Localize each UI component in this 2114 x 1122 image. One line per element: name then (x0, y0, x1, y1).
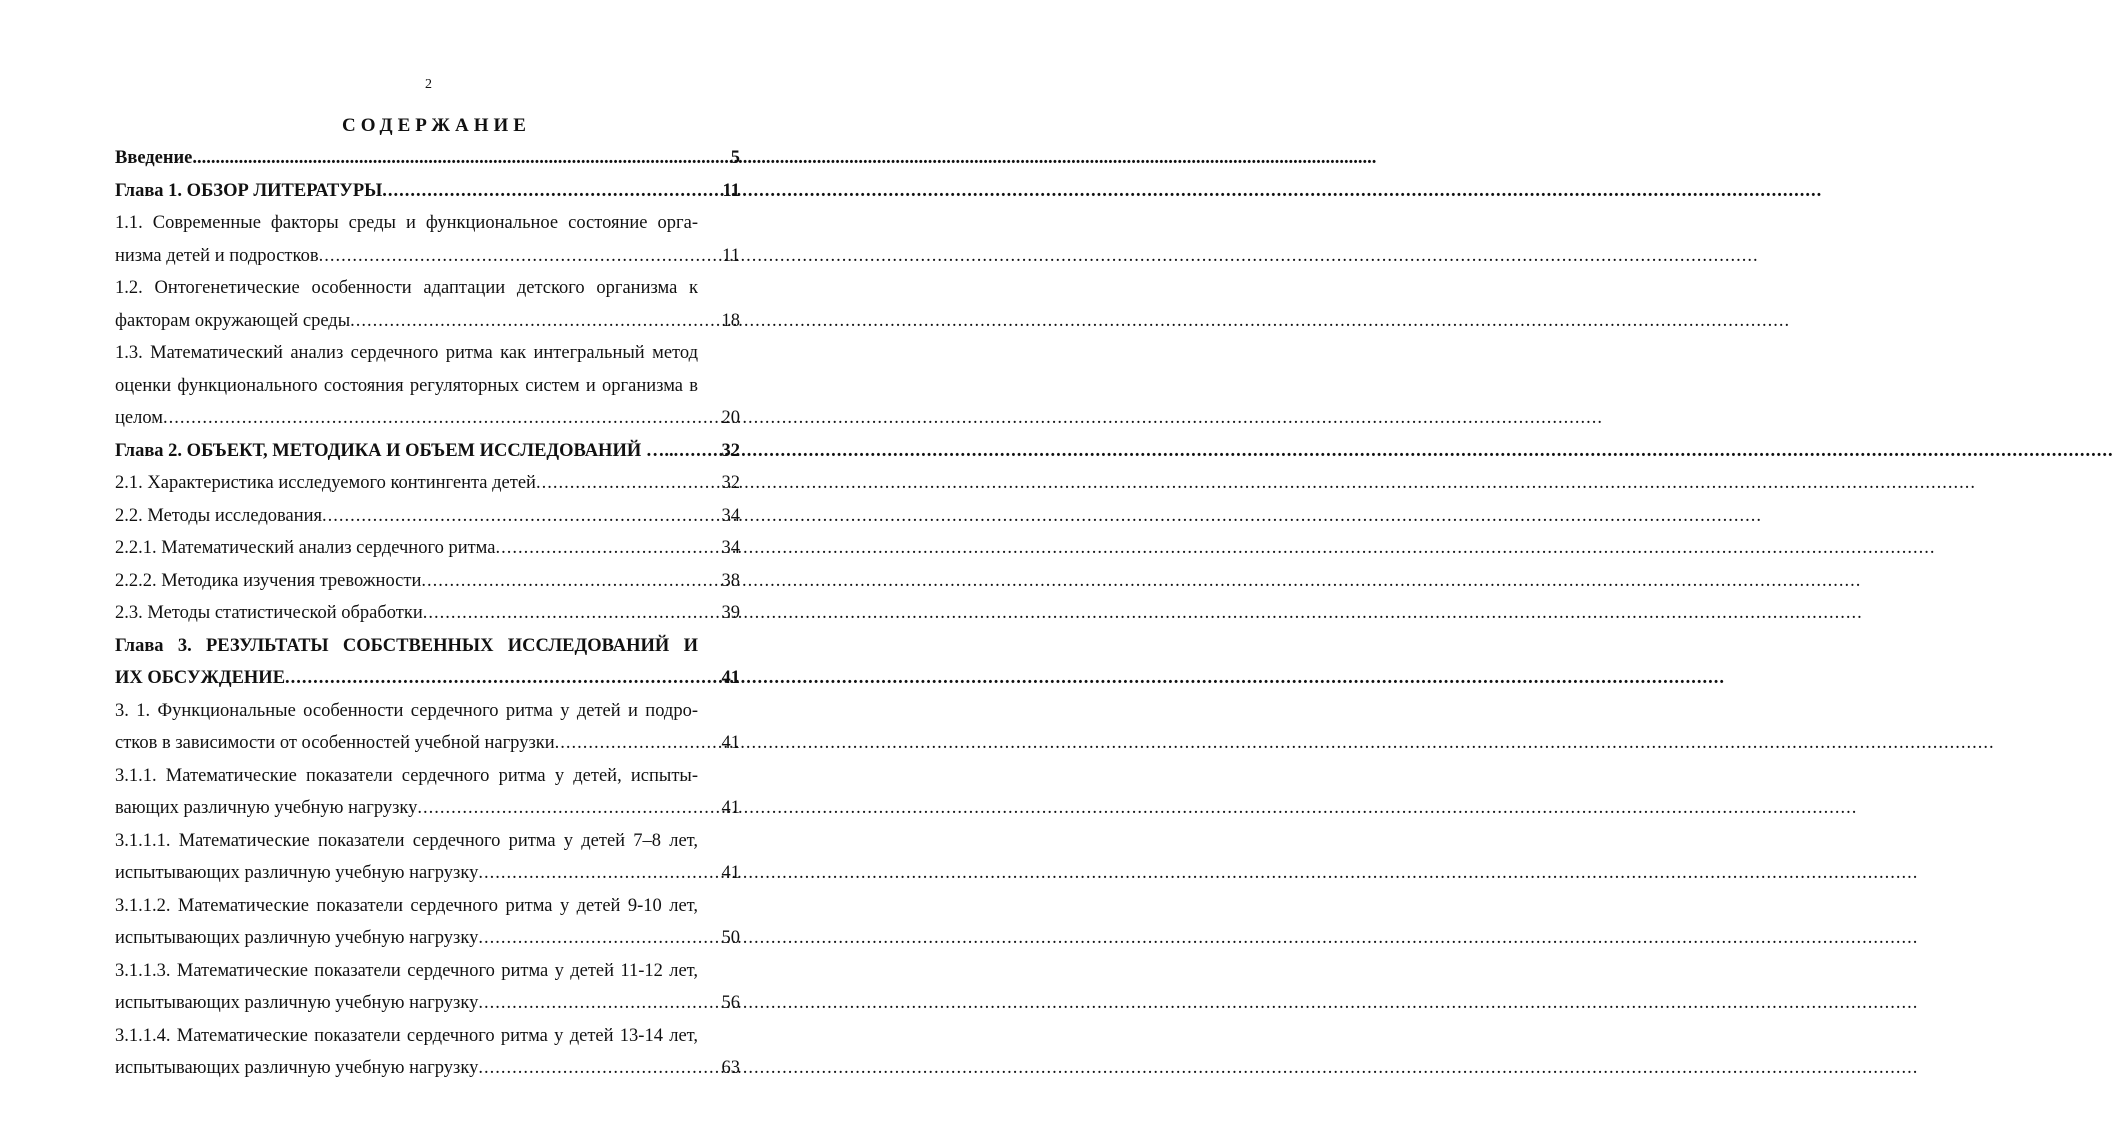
dot-leader (417, 792, 694, 825)
table-of-contents (115, 142, 740, 1085)
toc-page-number: 34 (721, 538, 740, 558)
dot-leader (478, 857, 694, 890)
page-title: СОДЕРЖАНИЕ (342, 115, 531, 136)
dot-leader (382, 175, 694, 208)
toc-entry-title-line: 1.3. Математический анализ сердечного ритма как интегральный метод (115, 343, 698, 363)
dot-leader (350, 305, 694, 338)
toc-page-number: 11 (722, 180, 740, 201)
toc-entry-title: Введение (115, 148, 193, 168)
toc-page-number: 34 (721, 505, 740, 526)
toc-entry-title-line: ИХ ОБСУЖДЕНИЕ (115, 668, 286, 688)
toc-entry-2-2-2[interactable] (115, 565, 740, 598)
toc-page-number: 41 (721, 668, 740, 688)
dot-leader (423, 597, 694, 630)
toc-entry-title: 2.2.2. Методика изучения тревожности (115, 570, 422, 591)
toc-page-number: 50 (721, 928, 740, 948)
toc-page-number: 5 (730, 148, 740, 168)
toc-entry-title-line: испытывающих различную учебную нагрузку (115, 928, 479, 948)
toc-entry-3-1-1-3[interactable] (115, 955, 740, 1020)
dot-leader (192, 142, 694, 175)
toc-entry-chapter-3[interactable] (115, 630, 740, 695)
toc-entry-2-3[interactable] (115, 597, 740, 630)
dot-leader (421, 565, 694, 598)
toc-entry-title-line: 3. 1. Функциональные особенности сердечного ритма у детей и подро- (115, 700, 698, 721)
dot-leader (478, 987, 694, 1020)
toc-page-number: 41 (721, 733, 740, 753)
toc-page-number: 32 (721, 440, 740, 461)
dot-leader (495, 532, 694, 565)
toc-entry-chapter-2[interactable] (115, 435, 740, 468)
dot-leader (319, 240, 694, 273)
toc-page-number: 56 (721, 993, 740, 1013)
toc-entry-1-3[interactable] (115, 337, 740, 435)
toc-entry-2-1[interactable] (115, 467, 740, 500)
dot-leader (555, 727, 694, 760)
toc-page-number: 41 (721, 863, 740, 883)
dot-leader (478, 1052, 694, 1085)
toc-entry-title-line: 3.1.1.3. Математические показатели сердечного ритма у детей 11-12 лет, (115, 960, 698, 981)
toc-page-number: 32 (721, 473, 740, 493)
toc-entry-3-1-1-1[interactable] (115, 825, 740, 890)
toc-page-number: 38 (721, 570, 740, 591)
toc-entry-title-line: испытывающих различную учебную нагрузку (115, 1058, 479, 1078)
dot-leader (536, 467, 694, 500)
toc-page-number: 18 (721, 310, 740, 331)
toc-entry-title-line: 3.1.1.1. Математические показатели сердечного ритма у детей 7–8 лет, (115, 830, 698, 851)
toc-entry-3-1[interactable] (115, 695, 740, 760)
toc-entry-3-1-1-2[interactable] (115, 890, 740, 955)
toc-entry-title: 2.2.1. Математический анализ сердечного ритма (115, 538, 496, 558)
dot-leader (322, 500, 694, 533)
toc-page-number: 39 (721, 603, 740, 623)
toc-entry-title: 2.3. Методы статистической обработки (115, 603, 423, 623)
toc-entry-1-2[interactable] (115, 272, 740, 337)
toc-entry-title-line: стков в зависимости от особенностей учебной нагрузки (115, 733, 555, 753)
toc-entry-title-line: факторам окружающей среды (115, 310, 351, 331)
toc-entry-3-1-1[interactable] (115, 760, 740, 825)
toc-entry-2-2[interactable] (115, 500, 740, 533)
toc-entry-title: Глава 2. ОБЪЕКТ, МЕТОДИКА И ОБЪЕМ ИССЛЕДОВАНИЙ ….. (115, 440, 674, 461)
toc-entry-title-line: 3.1.1.4. Математические показатели сердечного ритма у детей 13-14 лет, (115, 1025, 698, 1046)
dot-leader (285, 662, 694, 695)
dot-leader (163, 402, 694, 435)
page-number: 2 (425, 77, 432, 92)
toc-entry-title-line: 3.1.1.2. Математические показатели сердечного ритма у детей 9-10 лет, (115, 895, 698, 916)
toc-entry-title: Глава 1. ОБЗОР ЛИТЕРАТУРЫ (115, 180, 383, 201)
toc-entry-1-1[interactable] (115, 207, 740, 272)
toc-entry-title: 2.1. Характеристика исследуемого контингента детей (115, 473, 536, 493)
toc-entry-intro[interactable] (115, 142, 740, 175)
toc-entry-title-line: испытывающих различную учебную нагрузку (115, 863, 479, 883)
toc-entry-2-2-1[interactable] (115, 532, 740, 565)
toc-entry-title-line: 1.1. Современные факторы среды и функциональное состояние орга- (115, 213, 698, 233)
toc-page-number: 11 (722, 245, 740, 266)
dot-leader (674, 435, 694, 468)
toc-entry-title-line: Глава 3. РЕЗУЛЬТАТЫ СОБСТВЕННЫХ ИССЛЕДОВАНИЙ И (115, 635, 698, 656)
toc-entry-chapter-1[interactable] (115, 175, 740, 208)
toc-entry-3-1-1-4[interactable] (115, 1020, 740, 1085)
toc-entry-title-line: испытывающих различную учебную нагрузку (115, 993, 479, 1013)
dot-leader (478, 922, 694, 955)
toc-entry-title-line: низма детей и подростков (115, 245, 319, 266)
toc-entry-title-line: 1.2. Онтогенетические особенности адаптации детского организма к (115, 278, 698, 298)
toc-page-number: 41 (721, 798, 740, 818)
toc-entry-title-line: оценки функционального состояния регуляторных систем и организма в (115, 375, 698, 396)
toc-entry-title: 2.2. Методы исследования (115, 505, 323, 526)
toc-entry-title-line: вающих различную учебную нагрузку (115, 798, 418, 818)
toc-entry-title-line: целом (115, 408, 163, 428)
toc-page-number: 63 (721, 1058, 740, 1078)
toc-page-number: 20 (721, 408, 740, 428)
toc-entry-title-line: 3.1.1. Математические показатели сердечного ритма у детей, испыты- (115, 765, 698, 786)
